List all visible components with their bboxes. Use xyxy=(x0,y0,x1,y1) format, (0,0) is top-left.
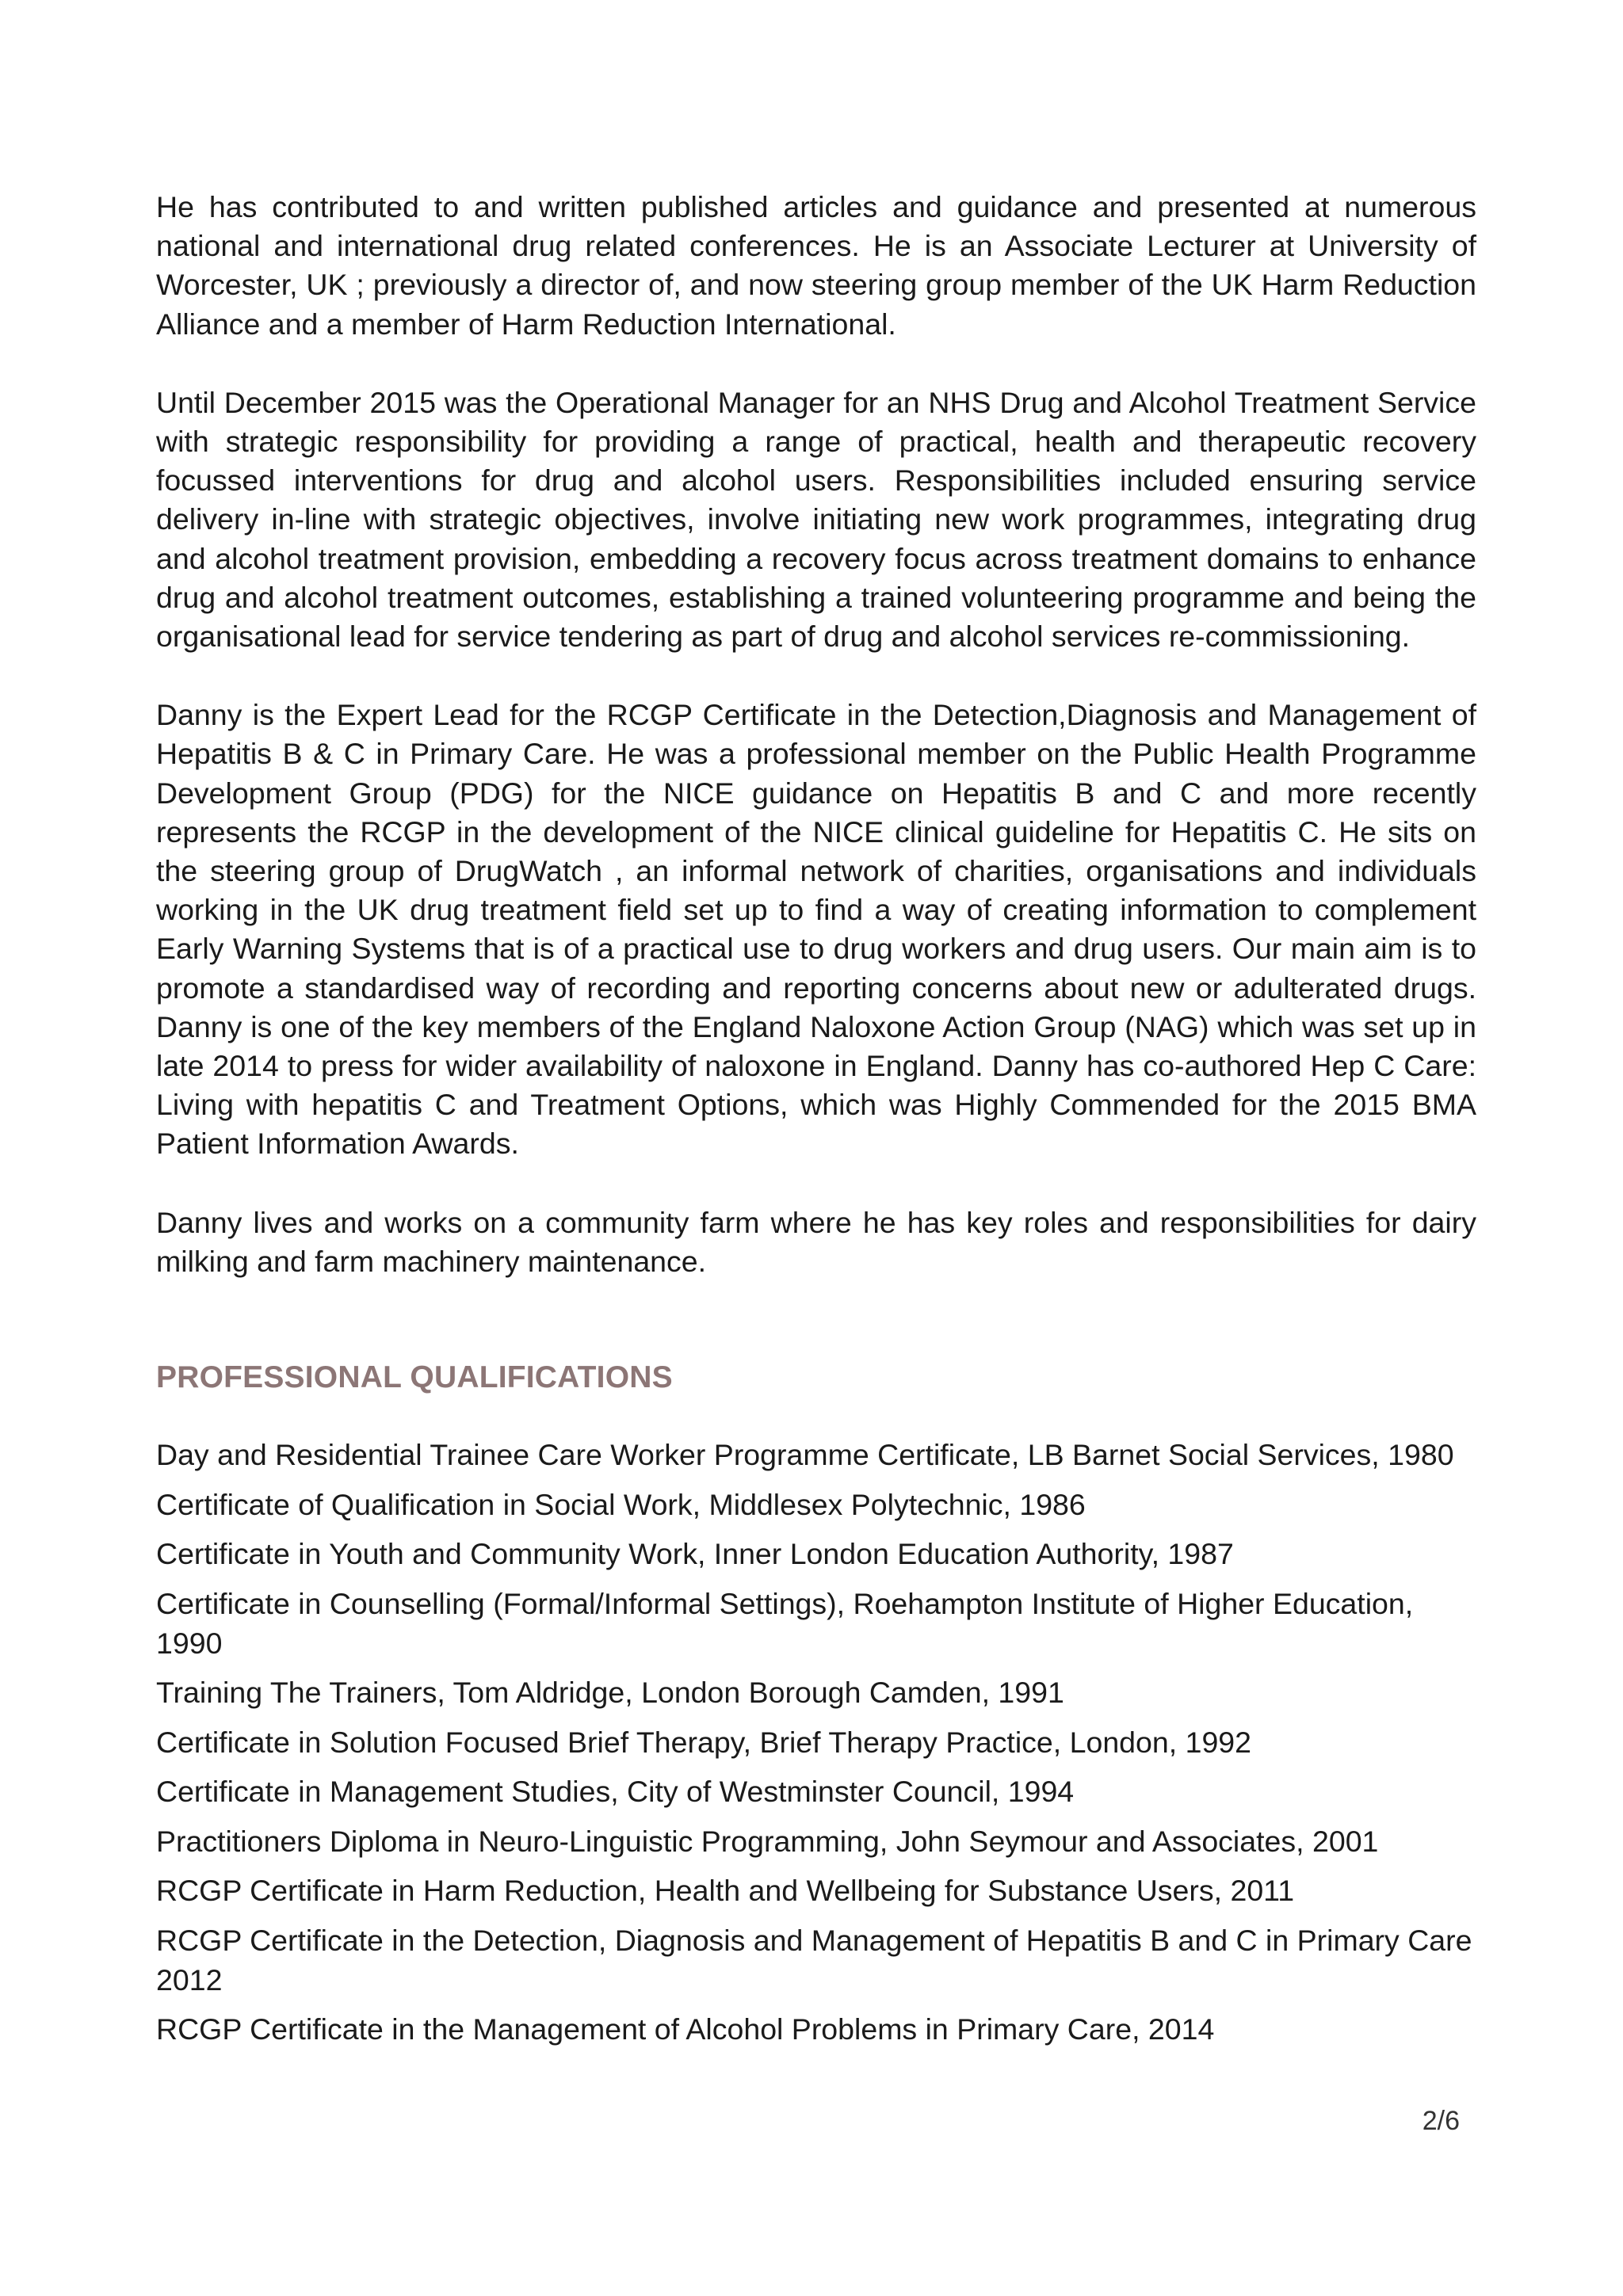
qualification-item: Training The Trainers, Tom Aldridge, London Borough Camden, 1991 xyxy=(156,1676,1064,1710)
qualification-item: RCGP Certificate in the Management of Alcohol Problems in Primary Care, 2014 xyxy=(156,2012,1215,2046)
page-content xyxy=(156,188,1476,2059)
section-heading-qualifications: PROFESSIONAL QUALIFICATIONS xyxy=(156,1360,673,1395)
qualification-item: Certificate in Youth and Community Work, Inner London Education Authority, 1987 xyxy=(156,1537,1234,1571)
qualifications-list xyxy=(156,1435,1476,2049)
paragraph-community-farm: Danny lives and works on a community farm where he has key roles and responsibilities for dairy milking and farm machinery maintenance. xyxy=(156,1205,1476,1278)
qualification-item: Certificate of Qualification in Social Work, Middlesex Polytechnic, 1986 xyxy=(156,1487,1086,1521)
qualification-item: Certificate in Counselling (Formal/Informal Settings), Roehampton Institute of Higher Education, 1990 xyxy=(156,1586,1414,1660)
page-number: 2/6 xyxy=(1422,2106,1460,2136)
paragraph-expert-lead: Danny is the Expert Lead for the RCGP Certificate in the Detection,Diagnosis and Management of Hepatitis B & C in Primary Care. He was a professional member on the Public Health Programme Development Group (PDG) for the NICE guidance on Hepatitis B and C and more recently represents the RCGP in the development of the NICE clinical guideline for Hepatitis C. He sits on the steering group of DrugWatch , an informal network of charities, organisations and individuals working in the UK drug treatment field set up to find a way of creating information to complement Early Warning Systems that is of a practical use to drug workers and drug users. Our main aim is to promote a standardised way of recording and reporting concerns about new or adulterated drugs. Danny is one of the key members of the England Naloxone Action Group (NAG) which was set up in late 2014 to press for wider availability of naloxone in England. Danny has co-authored Hep C Care: Living with hepatitis C and Treatment Options, which was Highly Commended for the 2015 BMA Patient Information Awards. xyxy=(156,698,1476,1161)
qualification-item: RCGP Certificate in the Detection, Diagnosis and Management of Hepatitis B and C in Primary Care 2012 xyxy=(156,1923,1472,1997)
qualification-item: Day and Residential Trainee Care Worker Programme Certificate, LB Barnet Social Services, 1980 xyxy=(156,1438,1454,1472)
qualification-item: Practitioners Diploma in Neuro-Linguistic Programming, John Seymour and Associates, 2001 xyxy=(156,1824,1379,1858)
qualification-item: RCGP Certificate in Harm Reduction, Health and Wellbeing for Substance Users, 2011 xyxy=(156,1874,1295,1908)
paragraph-publications: He has contributed to and written published articles and guidance and presented at numerous national and international drug related conferences. He is an Associate Lecturer at University of Worcester, UK ; previously a director of, and now steering group member of the UK Harm Reduction Alliance and a member of Harm Reduction International. xyxy=(156,190,1476,341)
paragraph-operational-manager: Until December 2015 was the Operational Manager for an NHS Drug and Alcohol Treatment Service with strategic responsibility for providing a range of practical, health and therapeutic recovery focussed interventions for drug and alcohol users. Responsibilities included ensuring service delivery in-line with strategic objectives, involve initiating new work programmes, integrating drug and alcohol treatment provision, embedding a recovery focus across treatment domains to enhance drug and alcohol treatment outcomes, establishing a trained volunteering programme and being the organisational lead for service tendering as part of drug and alcohol services re-commissioning. xyxy=(156,385,1476,654)
qualification-item: Certificate in Solution Focused Brief Therapy, Brief Therapy Practice, London, 1992 xyxy=(156,1725,1252,1759)
qualification-item: Certificate in Management Studies, City of Westminster Council, 1994 xyxy=(156,1775,1075,1809)
